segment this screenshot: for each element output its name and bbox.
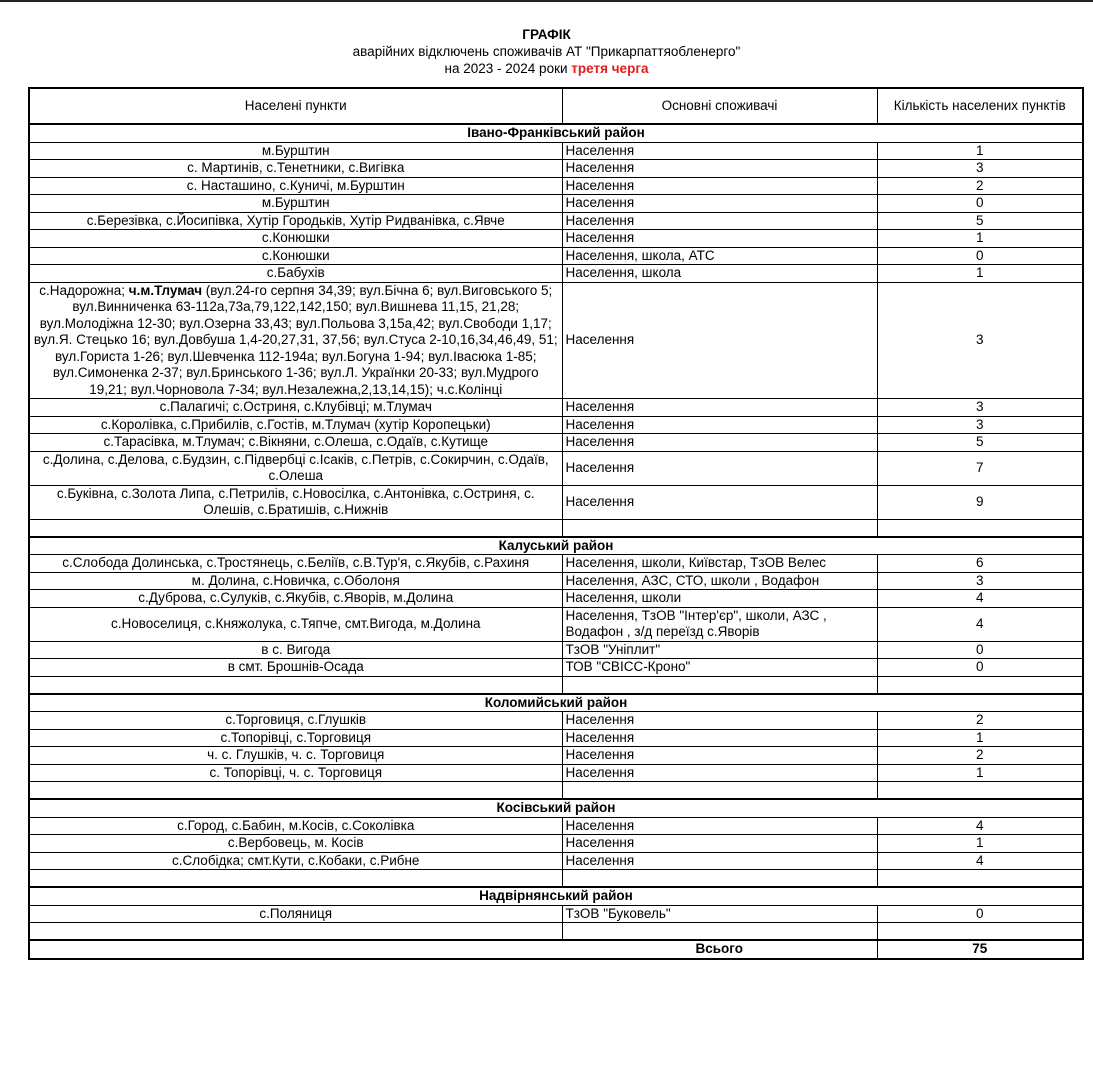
consumers-cell: Населення [562,160,877,178]
blank-cell [29,782,562,800]
consumers-cell: Населення, школи, Київстар, ТзОВ Велес [562,555,877,573]
district-header-row [29,694,1083,712]
table-row [29,607,1083,641]
count-cell: 3 [877,282,1083,399]
count-cell: 1 [877,729,1083,747]
blank-row [29,870,1083,888]
table-row [29,852,1083,870]
table-row [29,659,1083,677]
count-cell: 1 [877,142,1083,160]
places-cell: с.Слобода Долинська, с.Тростянець, с.Беліїв, с.В.Тур'я, с.Якубів, с.Рахиня [29,555,562,573]
count-cell: 1 [877,265,1083,283]
table-header-row [29,88,1083,124]
blank-cell [562,782,877,800]
blank-cell [877,782,1083,800]
table-row [29,212,1083,230]
blank-cell [877,676,1083,694]
table-row [29,195,1083,213]
places-cell [29,282,562,399]
document-subtitle: аварійних відключень споживачів АТ "Прикарпаттяобленерго" [352,44,741,59]
table-row [29,729,1083,747]
places-cell: с.Торговиця, с.Глушків [29,712,562,730]
count-cell: 3 [877,572,1083,590]
total-spacer [29,940,562,959]
places-town-bold: ч.м.Тлумач [128,282,203,298]
table-row [29,142,1083,160]
district-name: Калуський район [29,537,1083,555]
count-cell: 0 [877,195,1083,213]
consumers-cell: Населення, школа [562,265,877,283]
places-cell: с.Слобідка; смт.Кути, с.Кобаки, с.Рибне [29,852,562,870]
consumers-cell: Населення [562,212,877,230]
blank-cell [29,519,562,537]
places-cell: с.Топорівці, с.Торговиця [29,729,562,747]
district-header-row [29,887,1083,905]
district-header-row [29,799,1083,817]
places-cell: м.Бурштин [29,195,562,213]
consumers-cell: Населення, школа, АТС [562,247,877,265]
blank-cell [877,870,1083,888]
consumers-cell: Населення [562,852,877,870]
table-row [29,399,1083,417]
consumers-cell: Населення, АЗС, СТО, школи , Водафон [562,572,877,590]
count-cell: 0 [877,641,1083,659]
document-header [0,26,1093,77]
consumers-cell: Населення [562,177,877,195]
consumers-cell: Населення [562,416,877,434]
district-name: Івано-Франківський район [29,124,1083,142]
places-cell: с.Бабухів [29,265,562,283]
document-title: ГРАФІК [522,27,571,42]
places-text: с.Надорожна; [39,282,129,298]
period-prefix: на 2023 - 2024 роки [444,61,568,76]
places-cell: с. Насташино, с.Куничі, м.Бурштин [29,177,562,195]
table-row [29,265,1083,283]
table-row [29,230,1083,248]
places-cell: с.Березівка, с.Йосипівка, Хутір Городьків, Хутір Ридванівка, с.Явче [29,212,562,230]
table-row [29,712,1083,730]
blank-cell [562,676,877,694]
count-cell: 2 [877,747,1083,765]
blank-cell [877,519,1083,537]
count-cell: 6 [877,555,1083,573]
table-row [29,764,1083,782]
places-cell: с.Конюшки [29,230,562,248]
table-row [29,590,1083,608]
consumers-cell: ТОВ "СВІСС-Кроно" [562,659,877,677]
column-header-count: Кількість населених пунктів [877,88,1083,124]
count-cell: 3 [877,416,1083,434]
consumers-cell: Населення [562,485,877,519]
consumers-cell: Населення [562,835,877,853]
count-cell: 3 [877,399,1083,417]
consumers-cell: ТзОВ "Буковель" [562,905,877,923]
blank-cell [562,519,877,537]
table-row [29,555,1083,573]
blank-row [29,676,1083,694]
blank-row [29,923,1083,941]
queue-highlight: третя черга [571,61,649,76]
blank-cell [877,923,1083,941]
places-cell: с.Новоселиця, с.Княжолука, с.Тяпче, смт.Вигода, м.Долина [29,607,562,641]
blank-cell [29,676,562,694]
consumers-cell: Населення [562,195,877,213]
places-cell: с.Палагичі; с.Остриня, с.Клубівці; м.Тлумач [29,399,562,417]
count-cell: 4 [877,590,1083,608]
places-streets: (вул.24-го серпня 34,39; вул.Бічна 6; вул.Виговського 5; вул.Винниченка 63-112а,73а,79,122,142,150; вул.Вишнева 11,15, 21,28; вул.Молодіжна 12-30; вул.Озерна 33,43; вул.Польова 3,15а,42; вул.Свободи 1,17; вул.Я. Стецько 16; вул.Довбуша 1,4-20,27,31, 37,56; вул.Стуса 2-10,16,34,46,49, 51; вул.Гориста 1-26; вул.Шевченка 112-194а; вул.Богуна 1-94; вул.Івасюка 1-85; вул.Симоненка 2-37; вул.Бринського 1-36; вул.Л. Українки 20-33; вул.Мудрого 19,21; вул.Чорновола 7-34; вул.Незалежна,2,13,14,15); ч.с.Колінці [33,282,558,397]
table-row [29,282,1083,399]
count-cell: 4 [877,607,1083,641]
consumers-cell: Населення, ТзОВ "Інтер'єр", школи, АЗС , Водафон , з/д переїзд с.Яворів [562,607,877,641]
count-cell: 0 [877,905,1083,923]
consumers-cell: Населення [562,764,877,782]
district-header-row [29,124,1083,142]
count-cell: 0 [877,247,1083,265]
count-cell: 2 [877,712,1083,730]
places-cell: с.Королівка, с.Прибилів, с.Гостів, м.Тлумач (хутір Коропецьки) [29,416,562,434]
table-row [29,905,1083,923]
column-header-consumers: Основні споживачі [562,88,877,124]
document-period [0,60,1093,77]
consumers-cell: Населення [562,230,877,248]
table-row [29,451,1083,485]
consumers-cell: Населення, школи [562,590,877,608]
consumers-cell: Населення [562,434,877,452]
total-label: Всього [562,940,877,959]
consumers-cell: ТзОВ "Уніплит" [562,641,877,659]
table-row [29,835,1083,853]
district-name: Косівський район [29,799,1083,817]
column-header-places: Населені пункти [29,88,562,124]
table-row [29,641,1083,659]
places-cell: м. Долина, с.Новичка, с.Оболоня [29,572,562,590]
places-cell: ч. с. Глушків, ч. с. Торговиця [29,747,562,765]
places-cell: с. Топорівці, ч. с. Торговиця [29,764,562,782]
table-row [29,485,1083,519]
places-cell: с.Долина, с.Делова, с.Будзин, с.Підвербці с.Ісаків, с.Петрів, с.Сокирчин, с.Одаїв, с.Олеша [29,451,562,485]
places-cell: с.Конюшки [29,247,562,265]
consumers-cell: Населення [562,282,877,399]
table-row [29,160,1083,178]
count-cell: 3 [877,160,1083,178]
consumers-cell: Населення [562,712,877,730]
count-cell: 4 [877,817,1083,835]
table-row [29,817,1083,835]
places-cell: с.Буківна, с.Золота Липа, с.Петрилів, с.Новосілка, с.Антонівка, с.Остриня, с. Олешів, с.Братишів, с.Нижнів [29,485,562,519]
count-cell: 1 [877,835,1083,853]
table-body [29,124,1083,959]
count-cell: 1 [877,230,1083,248]
consumers-cell: Населення [562,747,877,765]
district-name: Надвірнянський район [29,887,1083,905]
consumers-cell: Населення [562,729,877,747]
total-row [29,940,1083,959]
count-cell: 9 [877,485,1083,519]
consumers-cell: Населення [562,142,877,160]
blank-row [29,519,1083,537]
count-cell: 5 [877,434,1083,452]
places-cell: в смт. Брошнів-Осада [29,659,562,677]
table-row [29,177,1083,195]
count-cell: 4 [877,852,1083,870]
places-cell: с.Дуброва, с.Сулуків, с.Якубів, с.Яворів, м.Долина [29,590,562,608]
total-value: 75 [877,940,1083,959]
blank-cell [562,870,877,888]
consumers-cell: Населення [562,817,877,835]
count-cell: 5 [877,212,1083,230]
district-header-row [29,537,1083,555]
places-cell: с.Поляниця [29,905,562,923]
consumers-cell: Населення [562,399,877,417]
places-cell: с. Мартинів, с.Тенетники, с.Вигівка [29,160,562,178]
places-cell: с.Город, с.Бабин, м.Косів, с.Соколівка [29,817,562,835]
table-row [29,747,1083,765]
count-cell: 7 [877,451,1083,485]
consumers-cell: Населення [562,451,877,485]
schedule-table [28,87,1084,960]
places-cell: с.Вербовець, м. Косів [29,835,562,853]
table-row [29,416,1083,434]
table-row [29,434,1083,452]
blank-cell [29,870,562,888]
places-cell: м.Бурштин [29,142,562,160]
table-row [29,247,1083,265]
count-cell: 1 [877,764,1083,782]
blank-row [29,782,1083,800]
blank-cell [29,923,562,941]
count-cell: 2 [877,177,1083,195]
blank-cell [562,923,877,941]
places-cell: в с. Вигода [29,641,562,659]
top-border [0,0,1093,2]
places-cell: с.Тарасівка, м.Тлумач; с.Вікняни, с.Олеша, с.Одаїв, с.Кутище [29,434,562,452]
district-name: Коломийський район [29,694,1083,712]
table-row [29,572,1083,590]
count-cell: 0 [877,659,1083,677]
